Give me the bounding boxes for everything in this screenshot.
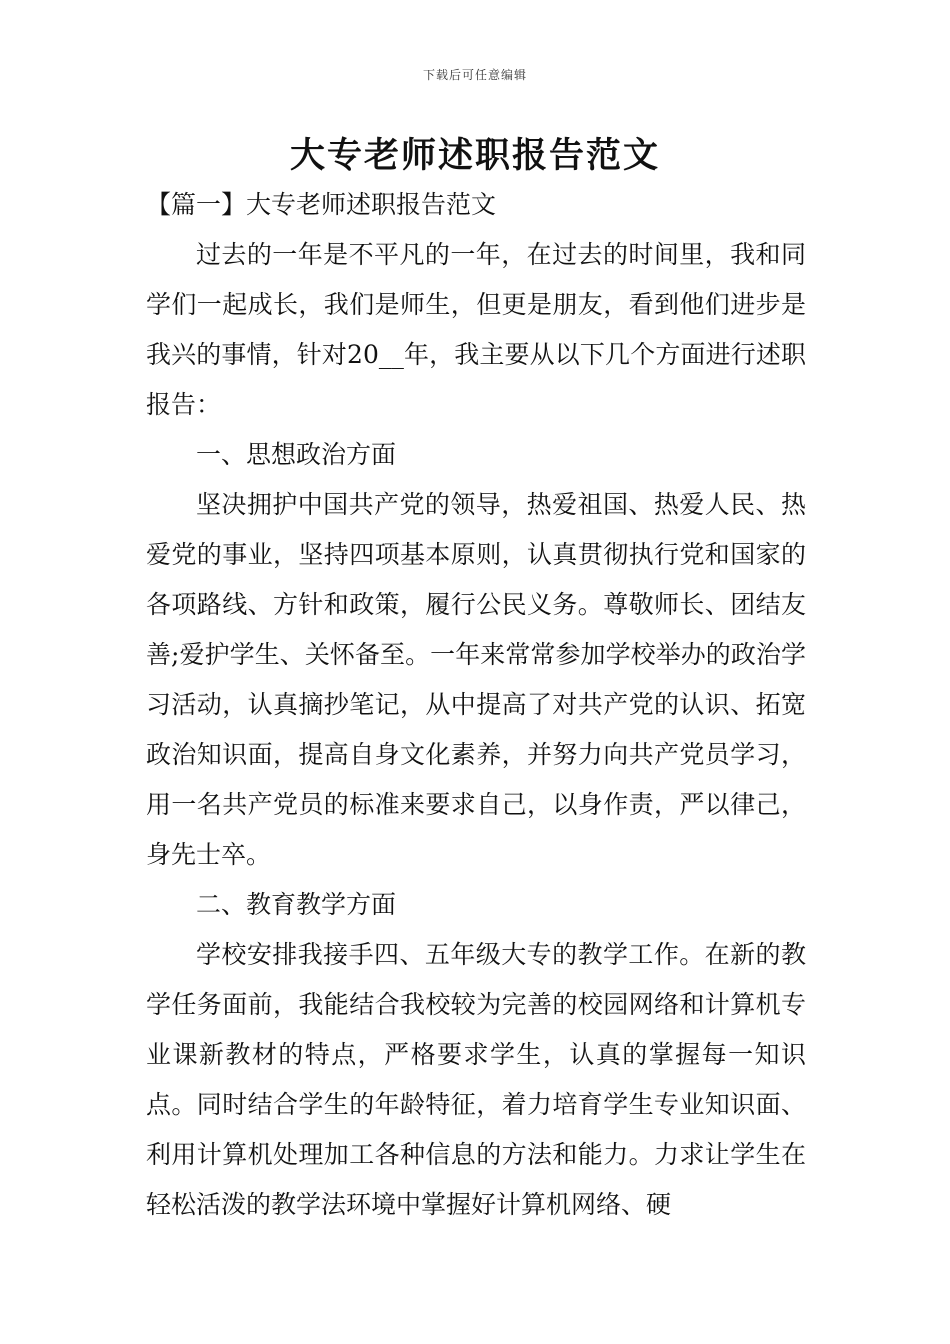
paragraph-intro: 过去的一年是不平凡的一年，在过去的时间里，我和同学们一起成长，我们是师生，但更是朋友，看到他们进步是我兴的事情，针对20__年，我主要从以下几个方面进行述职报告： xyxy=(146,240,806,419)
paragraph-political: 坚决拥护中国共产党的领导，热爱祖国、热爱人民、热爱党的事业，坚持四项基本原则，认真贯彻执行党和国家的各项路线、方针和政策，履行公民义务。尊敬师长、团结友善;爱护学生、关怀备至。一年来常常参加学校举办的政治学习活动，认真摘抄笔记，从中提高了对共产党的认识、拓宽政治知识面，提高自身文化素养，并努力向共产党员学习，用一名共产党员的标准来要求自己，以身作责，严以律己，身先士卒。 xyxy=(146,490,806,869)
header-note: 下载后可任意编辑 xyxy=(422,68,527,82)
document-body xyxy=(146,180,806,1230)
heading-political: 一、思想政治方面 xyxy=(196,440,397,469)
document-title: 大专老师述职报告范文 xyxy=(289,135,660,176)
heading-teaching: 二、教育教学方面 xyxy=(196,890,397,919)
section-heading: 【篇一】大专老师述职报告范文 xyxy=(146,190,497,219)
paragraph-teaching: 学校安排我接手四、五年级大专的教学工作。在新的教学任务面前，我能结合我校较为完善的校园网络和计算机专业课新教材的特点，严格要求学生，认真的掌握每一知识点。同时结合学生的年龄特征，着力培育学生专业知识面、利用计算机处理加工各种信息的方法和能力。力求让学生在轻松活泼的教学法环境中掌握好计算机网络、硬 xyxy=(146,940,806,1219)
